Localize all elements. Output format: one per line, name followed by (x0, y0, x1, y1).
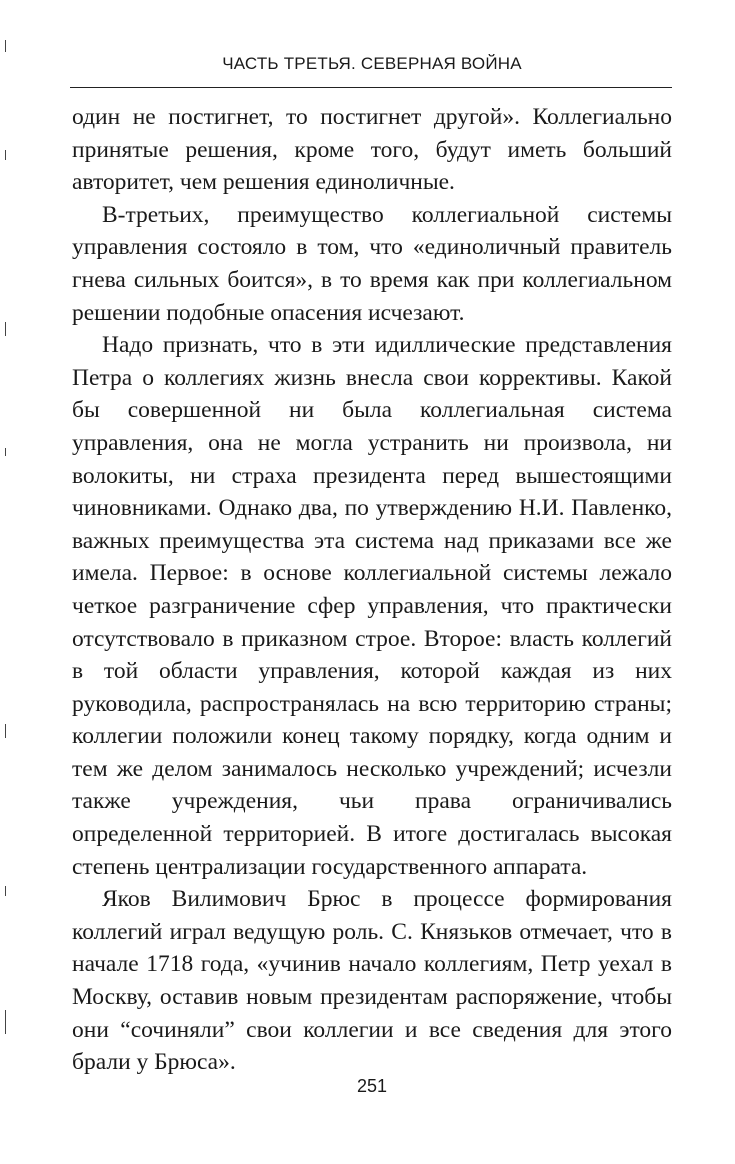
scan-edge-mark (5, 886, 6, 896)
paragraph-3: Надо признать, что в эти идиллические представления Петра о коллегиях жизнь внесла свои коррективы. Какой бы совершенной ни была коллегиальная система управления, она не могла устранить ни произвола, ни волокиты, ни страха президента перед вышестоящими чиновниками. Однако два, по утверждению Н.И. Павленко, важных преимущества эта система над приказами все же имела. Первое: в основе коллегиальной системы лежало четкое разграничение сфер управления, что практически отсутствовало в приказном строе. Второе: власть коллегий в той области управления, которой каждая из них руководила, распространялась на всю территорию страны; коллегии положили конец такому порядку, когда одним и тем же делом занималось несколько учреждений; исчезли также учреждения, чьи права ограничивались определенной территорией. В итоге достигалась высокая степень централизации государственного аппарата. (72, 332, 672, 880)
header-divider (70, 87, 672, 88)
paragraph-4: Яков Вилимович Брюс в процессе формирования коллегий играл ведущую роль. С. Князьков отмечает, что в начале 1718 года, «учинив начало коллегиям, Петр уехал в Москву, оставив новым президентам распоряжение, чтобы они “сочиняли” свои коллегии и все сведения для этого брали у Брюса». (72, 886, 672, 1076)
paragraph-2: В-третьих, преимущество коллегиальной системы управления состояло в том, что «единоличный правитель гнева сильных боится», в то время как при коллегиальном решении подобные опасения исчезают. (72, 201, 672, 326)
paragraph-1: один не постигнет, то постигнет другой». Коллегиально принятые решения, кроме того, будут иметь больший авторитет, чем решения единоличные. (72, 104, 672, 196)
scan-edge-mark (5, 40, 6, 52)
scan-edge-mark (5, 322, 6, 336)
scan-edge-mark (5, 1010, 6, 1034)
running-head: ЧАСТЬ ТРЕТЬЯ. СЕВЕРНАЯ ВОЙНА (222, 54, 522, 73)
scan-edge-mark (5, 448, 6, 456)
scan-edge-mark (5, 150, 6, 160)
scan-edge-mark (5, 724, 6, 738)
page-number: 251 (356, 1076, 388, 1096)
page-body (72, 101, 672, 1079)
